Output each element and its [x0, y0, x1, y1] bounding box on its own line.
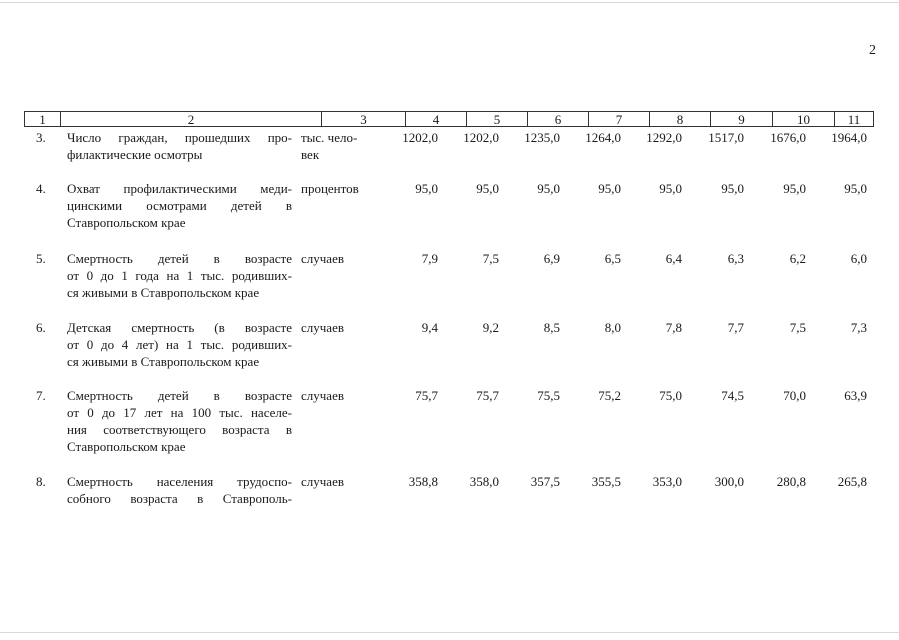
value-cell: 6,5: [604, 251, 621, 266]
indicator-name-line: собного возраста в Ставрополь-: [67, 491, 292, 506]
header-col-1: 1: [25, 112, 61, 126]
value-cell: 7,9: [421, 251, 438, 266]
value-cell: 75,5: [537, 388, 560, 403]
indicator-name-line: Детская смертность (в возрасте: [67, 320, 292, 335]
value-cell: 358,8: [408, 474, 438, 489]
value-cell: 1235,0: [524, 130, 560, 145]
row-number: 7.: [36, 388, 46, 403]
value-cell: 357,5: [530, 474, 560, 489]
value-cell: 63,9: [844, 388, 867, 403]
indicator-name-line: Число граждан, прошедших про-: [67, 130, 292, 145]
scan-edge-bottom: [0, 632, 899, 633]
unit-line: случаев: [301, 388, 344, 403]
value-cell: 280,8: [776, 474, 806, 489]
value-cell: 7,8: [665, 320, 682, 335]
indicator-name-line: Ставропольском крае: [67, 439, 186, 454]
value-cell: 265,8: [837, 474, 867, 489]
value-cell: 355,5: [591, 474, 621, 489]
value-cell: 95,0: [721, 181, 744, 196]
header-col-9: 9: [711, 112, 773, 126]
header-col-10: 10: [773, 112, 835, 126]
value-cell: 75,2: [598, 388, 621, 403]
value-cell: 95,0: [415, 181, 438, 196]
indicator-name-line: ния соответствующего возраста в: [67, 422, 292, 437]
value-cell: 1202,0: [463, 130, 499, 145]
header-col-4: 4: [406, 112, 467, 126]
row-number: 8.: [36, 474, 46, 489]
value-cell: 95,0: [598, 181, 621, 196]
unit-line: случаев: [301, 320, 344, 335]
row-number: 6.: [36, 320, 46, 335]
table-header-row: [24, 111, 874, 127]
value-cell: 95,0: [783, 181, 806, 196]
value-cell: 95,0: [844, 181, 867, 196]
indicator-name-line: ся живыми в Ставропольском крае: [67, 285, 260, 300]
value-cell: 95,0: [476, 181, 499, 196]
unit-cell: [301, 319, 381, 336]
value-cell: 353,0: [652, 474, 682, 489]
value-cell: 9,4: [421, 320, 438, 335]
row-number: 5.: [36, 251, 46, 266]
unit-line: век: [301, 147, 320, 162]
unit-line: случаев: [301, 251, 344, 266]
unit-line: тыс. чело-: [301, 130, 358, 145]
indicator-name-line: ся живыми в Ставропольском крае: [67, 354, 260, 369]
value-cell: 95,0: [537, 181, 560, 196]
scan-edge-top: [0, 2, 899, 3]
value-cell: 75,7: [476, 388, 499, 403]
indicator-name: [67, 319, 292, 370]
row-number: 4.: [36, 181, 46, 196]
value-cell: 6,0: [850, 251, 867, 266]
unit-line: случаев: [301, 474, 344, 489]
value-cell: 1202,0: [402, 130, 438, 145]
value-cell: 6,3: [727, 251, 744, 266]
page-number: 2: [869, 43, 876, 58]
header-col-6: 6: [528, 112, 589, 126]
header-col-8: 8: [650, 112, 711, 126]
indicator-name-line: Охват профилактическими меди-: [67, 181, 292, 196]
indicator-name: [67, 250, 292, 301]
indicator-name-line: от 0 до 4 лет) на 1 тыс. родивших-: [67, 337, 292, 352]
unit-cell: [301, 473, 381, 490]
value-cell: 9,2: [482, 320, 499, 335]
indicator-name: [67, 129, 292, 163]
value-cell: 75,0: [659, 388, 682, 403]
value-cell: 300,0: [714, 474, 744, 489]
value-cell: 1964,0: [831, 130, 867, 145]
indicator-name-line: Смертность населения трудоспо-: [67, 474, 292, 489]
value-cell: 95,0: [659, 181, 682, 196]
indicator-name-line: от 0 до 17 лет на 100 тыс. населе-: [67, 405, 292, 420]
value-cell: 358,0: [469, 474, 499, 489]
value-cell: 8,0: [604, 320, 621, 335]
header-col-11: 11: [847, 112, 861, 127]
indicator-name-line: от 0 до 1 года на 1 тыс. родивших-: [67, 268, 292, 283]
indicator-name: [67, 180, 292, 231]
value-cell: 1292,0: [646, 130, 682, 145]
value-cell: 6,4: [665, 251, 682, 266]
value-cell: 74,5: [721, 388, 744, 403]
value-cell: 70,0: [783, 388, 806, 403]
indicator-name: [67, 387, 292, 455]
header-col-7: 7: [589, 112, 650, 126]
value-cell: 8,5: [543, 320, 560, 335]
value-cell: 1264,0: [585, 130, 621, 145]
value-cell: 1676,0: [770, 130, 806, 145]
header-col-2: 2: [61, 112, 322, 126]
value-cell: 6,9: [543, 251, 560, 266]
indicator-name-line: Ставропольском крае: [67, 215, 186, 230]
unit-line: процентов: [301, 181, 359, 196]
indicator-name-line: Смертность детей в возрасте: [67, 251, 292, 266]
value-cell: 1517,0: [708, 130, 744, 145]
value-cell: 7,5: [482, 251, 499, 266]
value-cell: 7,3: [850, 320, 867, 335]
header-col-5: 5: [467, 112, 528, 126]
value-cell: 6,2: [789, 251, 806, 266]
indicator-name-line: цинскими осмотрами детей в: [67, 198, 292, 213]
value-cell: 7,7: [727, 320, 744, 335]
unit-cell: [301, 250, 381, 267]
unit-cell: [301, 387, 381, 404]
unit-cell: [301, 129, 381, 163]
indicator-name-line: Смертность детей в возрасте: [67, 388, 292, 403]
indicator-name-line: филактические осмотры: [67, 147, 203, 162]
value-cell: 7,5: [789, 320, 806, 335]
indicator-name: [67, 473, 292, 507]
header-col-3: 3: [322, 112, 406, 126]
unit-cell: [301, 180, 381, 197]
row-number: 3.: [36, 130, 46, 145]
value-cell: 75,7: [415, 388, 438, 403]
